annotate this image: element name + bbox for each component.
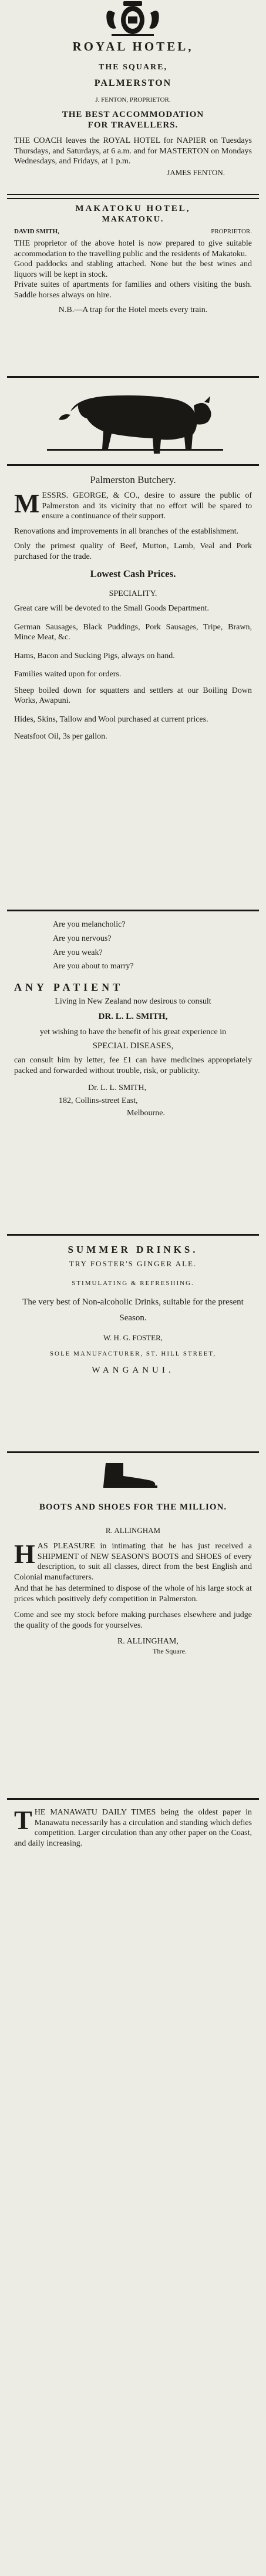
- boots-p3: Come and see my stock before making purchases elsewhere and judge the quality of the goods for yourselves.: [14, 1611, 252, 1630]
- makatoku-proprietor-label: PROPRIETOR.: [211, 228, 252, 236]
- times-ad: [0, 1807, 266, 1849]
- makatoku-title: MAKATOKU HOTEL,: [75, 204, 191, 213]
- foster-tag: STIMULATING & REFRESHING.: [72, 1279, 194, 1287]
- royal-tagline-2: FOR TRAVELLERS.: [87, 120, 179, 130]
- foster-name: W. H. G. FOSTER,: [103, 1333, 163, 1343]
- divider: [7, 464, 259, 466]
- royal-hotel-ad: [0, 0, 266, 36]
- smith-questions: [0, 918, 266, 974]
- royal-hotel-text: [0, 39, 266, 177]
- makatoku-nb: N.B.—A trap for the Hotel meets every train.: [58, 306, 208, 315]
- royal-tagline-1: THE BEST ACCOMMODATION: [62, 109, 204, 119]
- makatoku-proprietor-line: [0, 228, 266, 235]
- divider: [7, 1234, 259, 1236]
- butchery-p2: Renovations and improvements in all branches of the establishment.: [14, 526, 239, 536]
- smith-q3: Are you weak?: [53, 948, 103, 957]
- boot-icon: [0, 1457, 266, 1492]
- times-p1-wrap: [0, 1807, 266, 1849]
- boots-p1-wrap: [0, 1541, 266, 1582]
- royal-address: THE SQUARE,: [99, 63, 167, 72]
- butchery-p1: ESSRS. GEORGE, & CO., desire to assure the public of Palmerston and its vicinity that no effort will be spared to ensure a continuance of their support.: [42, 491, 252, 521]
- boots-p2: And that he has determined to dispose of the whole of his large stock at prices which positively defy competition in Palmerston.: [14, 1584, 252, 1604]
- boot-illustration: [0, 1457, 266, 1492]
- foster-town: WANGANUI.: [92, 1366, 174, 1376]
- butchery-p8: Sheep boiled down for squatters and settlers at our Boiling Down Works, Awapuni.: [14, 686, 252, 705]
- butchery-p6: Hams, Bacon and Sucking Pigs, always on hand.: [14, 651, 175, 660]
- smith-sig-name: Dr. L. L. SMITH,: [88, 1084, 147, 1093]
- smith-p1: Living in New Zealand now desirous to consult: [55, 997, 211, 1006]
- foster-sub: TRY FOSTER'S GINGER ALE.: [69, 1259, 197, 1269]
- smith-sig-city: Melbourne.: [127, 1109, 165, 1118]
- makatoku-p3: Private suites of apartments for families and others visiting the bush. Saddle horses always on hire.: [14, 280, 252, 300]
- royal-title: ROYAL HOTEL,: [72, 39, 194, 53]
- butchery-p7: Families waited upon for orders.: [14, 670, 122, 679]
- divider: [7, 1451, 259, 1453]
- smith-heading: ANY PATIENT: [14, 981, 124, 994]
- boots-sig-addr: The Square.: [153, 1646, 187, 1655]
- butchery-p9: Hides, Skins, Tallow and Wool purchased at current prices.: [14, 715, 208, 724]
- boots-name: R. ALLINGHAM: [105, 1526, 161, 1535]
- divider: [7, 910, 259, 911]
- royal-body: THE COACH leaves the ROYAL HOTEL for NAPIER on Tuesdays Thursdays, and Saturdays, at 6 a.m. and for MASTERTON on Mondays Wednesdays, and Fridays, at 1 p.m.: [14, 136, 252, 166]
- foster-heading: SUMMER DRINKS.: [68, 1244, 198, 1255]
- smith-p2: yet wishing to have the benefit of his great experience in: [39, 1027, 227, 1037]
- divider: [7, 194, 259, 199]
- smith-special: SPECIAL DISEASES,: [92, 1041, 174, 1051]
- bull-icon: [0, 382, 266, 458]
- bull-illustration: [0, 382, 266, 458]
- boots-ad: [0, 1500, 266, 1656]
- smith-q2: Are you nervous?: [53, 934, 112, 943]
- butchery-speciality: SPECIALITY.: [109, 589, 157, 598]
- boots-heading: BOOTS AND SHOES FOR THE MILLION.: [39, 1502, 227, 1512]
- smith-p3: can consult him by letter, fee £1 can have medicines appropriately packed and forwarded without trouble, risk, or publicity.: [14, 1056, 252, 1075]
- butchery-p4: Great care will be devoted to the Small Goods Department.: [14, 604, 210, 613]
- smith-q4: Are you about to marry?: [53, 962, 134, 971]
- royal-town: PALMERSTON: [94, 78, 172, 88]
- boots-sig-name: R. ALLINGHAM,: [117, 1637, 179, 1646]
- royal-signature: JAMES FENTON.: [167, 167, 225, 177]
- makatoku-hotel-ad: [0, 203, 266, 316]
- makatoku-p2: Good paddocks and stabling attached. None but the best wines and liquors will be kept in stock.: [14, 260, 252, 279]
- boots-p1: AS PLEASURE in intimating that he has just received a SHIPMENT of NEW SEASON'S BOOTS and SHOES of every description, to suit all classes, direct from the best English and Colonial manufacturers.: [14, 1542, 252, 1582]
- butchery-heading: Palmerston Butchery.: [90, 474, 176, 485]
- smith-q1: Are you melancholic?: [53, 920, 126, 929]
- times-p1: HE MANAWATU DAILY TIMES being the oldest paper in Manawatu necessarily has a circulation and standing which defies competition. Larger circulation than any other paper on the Coast, and daily increasing.: [14, 1808, 252, 1848]
- smith-name: DR. L. L. SMITH,: [98, 1012, 168, 1022]
- dr-smith-ad: [0, 918, 266, 1119]
- royal-proprietor: J. FENTON, PROPRIETOR.: [95, 96, 171, 103]
- butchery-p10: Neatsfoot Oil, 3s per gallon.: [14, 732, 107, 741]
- times-dropcap: T: [14, 1805, 32, 1835]
- butchery-ad: [0, 474, 266, 742]
- butchery-dropcap: M: [14, 488, 40, 519]
- divider: [7, 376, 259, 378]
- boots-dropcap: H: [14, 1539, 35, 1569]
- divider: [7, 1798, 259, 1800]
- smith-sig-addr: 182, Collins-street East,: [59, 1096, 138, 1105]
- makatoku-proprietor-name: DAVID SMITH,: [14, 228, 59, 236]
- butchery-p1-wrap: [0, 488, 266, 522]
- butchery-p3: Only the primest quality of Beef, Mutton, Lamb, Veal and Pork purchased for the trade.: [14, 542, 252, 561]
- foster-ad: [0, 1243, 266, 1376]
- foster-p1: The very best of Non-alcoholic Drinks, suitable for the present Season.: [22, 1297, 244, 1323]
- foster-addr: SOLE MANUFACTURER, ST. HILL STREET,: [49, 1350, 217, 1357]
- makatoku-town: MAKATOKU.: [102, 214, 164, 224]
- butchery-lowest: Lowest Cash Prices.: [90, 568, 176, 580]
- makatoku-p1: THE proprietor of the above hotel is now prepared to give suitable accommodation to the travelling public and the residents of Makatoku.: [14, 239, 252, 259]
- royal-crest-icon: [0, 0, 266, 36]
- butchery-p5: German Sausages, Black Puddings, Pork Sausages, Tripe, Brawn, Mince Meat, &c.: [14, 622, 252, 642]
